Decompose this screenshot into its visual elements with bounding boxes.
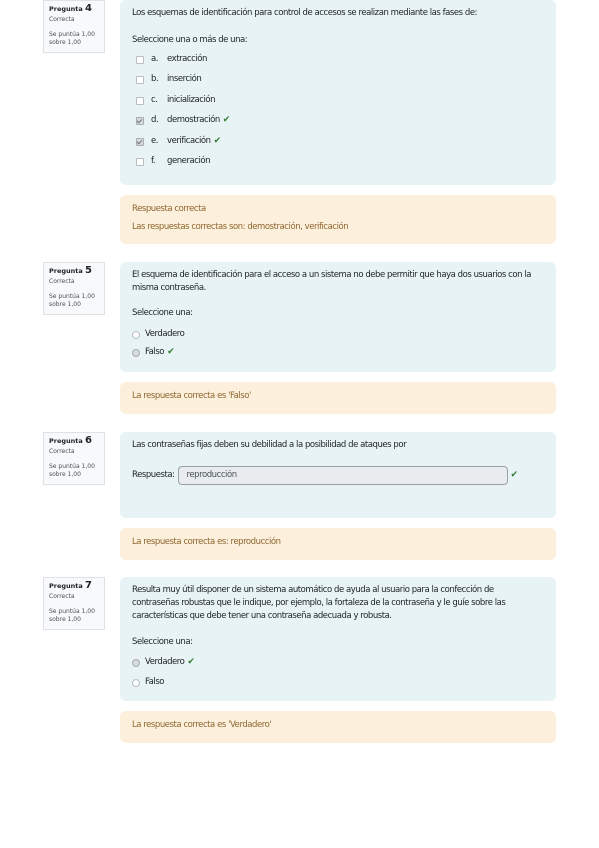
option-label: Falso	[145, 347, 165, 357]
question-info-6	[43, 432, 105, 485]
question-label: Pregunta	[49, 437, 83, 445]
option-label: inserción	[167, 74, 202, 84]
answer-option-false[interactable]	[132, 676, 164, 689]
question-prompt: Seleccione una o más de una:	[132, 35, 248, 45]
answer-option-false[interactable]	[132, 346, 174, 359]
feedback-right-answer: La respuesta correcta es 'Verdadero'	[132, 720, 272, 730]
question-number-value: 4	[85, 3, 93, 14]
option-label: Falso	[145, 677, 165, 687]
question-number-value: 7	[85, 580, 93, 591]
feedback-result: Respuesta correcta	[132, 204, 206, 214]
question-feedback-4	[120, 195, 556, 244]
question-number	[49, 437, 99, 445]
option-letter: d.	[151, 115, 159, 125]
option-label: extracción	[167, 54, 207, 64]
feedback-right-answer: Las respuestas correctas son: demostración, verificación	[132, 222, 349, 232]
check-icon: ✔	[167, 347, 175, 357]
question-grade: Se puntúa 1,00 sobre 1,00	[49, 463, 95, 478]
radio-button[interactable]	[132, 679, 140, 687]
answer-option-e[interactable]	[136, 135, 221, 148]
option-label: inicialización	[167, 95, 216, 105]
answer-option-f[interactable]	[136, 155, 210, 168]
question-info-7	[43, 577, 105, 630]
option-letter: a.	[151, 54, 159, 64]
option-letter: f.	[151, 156, 156, 166]
answer-row	[132, 466, 518, 485]
question-number-value: 6	[85, 435, 93, 446]
check-icon: ✔	[213, 136, 221, 146]
question-prompt: Seleccione una:	[132, 308, 193, 318]
question-state: Correcta	[49, 448, 75, 455]
question-formulation-4	[120, 0, 556, 185]
checkbox-checked[interactable]	[136, 138, 144, 146]
question-state: Correcta	[49, 16, 75, 23]
question-label: Pregunta	[49, 5, 83, 13]
radio-button[interactable]	[132, 331, 140, 339]
option-label: verificación	[167, 136, 211, 146]
option-label: Verdadero	[145, 329, 185, 339]
answer-option-true[interactable]	[132, 656, 195, 669]
question-state: Correcta	[49, 593, 75, 600]
question-text: Resulta muy útil disponer de un sistema automático de ayuda al usuario para la confección de contraseñas robustas que le indique, por ejemplo, la fortaleza de la contraseña y le guíe sobre las características que debe tener una contraseña adecuada y robusta.	[132, 585, 506, 621]
question-grade: Se puntúa 1,00 sobre 1,00	[49, 31, 95, 46]
radio-button-selected[interactable]	[132, 659, 140, 667]
check-icon: ✔	[510, 470, 518, 480]
question-grade: Se puntúa 1,00 sobre 1,00	[49, 608, 95, 623]
feedback-right-answer: La respuesta correcta es 'Falso'	[132, 391, 251, 401]
check-icon: ✔	[187, 657, 195, 667]
question-grade: Se puntúa 1,00 sobre 1,00	[49, 293, 95, 308]
question-number	[49, 267, 99, 275]
question-number-value: 5	[85, 265, 93, 276]
question-text: Los esquemas de identificación para control de accesos se realizan mediante las fases de:	[132, 8, 478, 18]
question-formulation-5	[120, 262, 556, 372]
question-label: Pregunta	[49, 582, 83, 590]
answer-label: Respuesta:	[132, 470, 175, 480]
option-letter: c.	[151, 95, 158, 105]
option-label: generación	[167, 156, 211, 166]
question-info-4	[43, 0, 105, 53]
question-prompt: Seleccione una:	[132, 637, 193, 647]
radio-button-selected[interactable]	[132, 349, 140, 357]
question-text: El esquema de identificación para el acceso a un sistema no debe permitir que haya dos usuarios con la misma contraseña.	[132, 270, 531, 293]
question-feedback-6	[120, 528, 556, 560]
answer-input[interactable]: reproducción	[178, 466, 508, 485]
question-text: Las contraseñas fijas deben su debilidad a la posibilidad de ataques por	[132, 440, 407, 450]
checkbox[interactable]	[136, 76, 144, 84]
question-label: Pregunta	[49, 267, 83, 275]
question-formulation-6	[120, 432, 556, 518]
answer-option-b[interactable]	[136, 73, 201, 86]
question-number	[49, 582, 99, 590]
option-letter: e.	[151, 136, 159, 146]
question-state: Correcta	[49, 278, 75, 285]
feedback-right-answer: La respuesta correcta es: reproducción	[132, 537, 281, 547]
answer-option-a[interactable]	[136, 53, 207, 66]
option-letter: b.	[151, 74, 159, 84]
question-formulation-7	[120, 577, 556, 701]
checkbox[interactable]	[136, 97, 144, 105]
checkbox[interactable]	[136, 158, 144, 166]
check-icon: ✔	[222, 115, 230, 125]
checkbox[interactable]	[136, 56, 144, 64]
question-feedback-7	[120, 711, 556, 743]
question-feedback-5	[120, 382, 556, 414]
question-info-5	[43, 262, 105, 315]
answer-option-c[interactable]	[136, 94, 215, 107]
option-label: demostración	[167, 115, 220, 125]
answer-option-d[interactable]	[136, 114, 230, 127]
question-number	[49, 5, 99, 13]
option-label: Verdadero	[145, 657, 185, 667]
checkbox-checked[interactable]	[136, 117, 144, 125]
answer-option-true[interactable]	[132, 328, 184, 341]
